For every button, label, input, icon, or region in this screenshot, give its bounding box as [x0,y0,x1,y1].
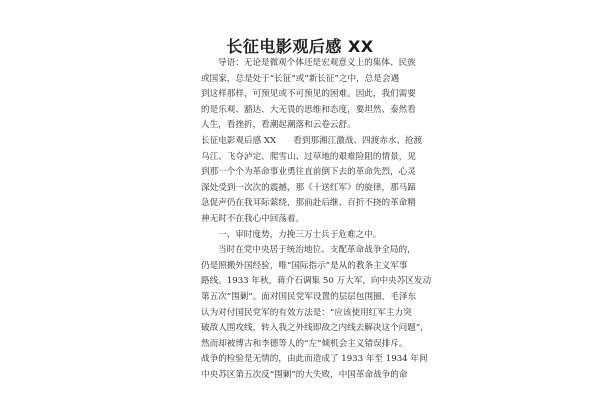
text-line: 神无时不在我心中回荡着。 [201,213,305,224]
text-line: 中央苏区第五次反“围剿”的大失败，中国革命战争的命 [201,369,408,380]
text-line: 到这样那样，可预见或不可预见的困难。因此，我们需要 [201,89,416,100]
text-line: 战争的检验是无情的，由此而造成了 1933 年至 1934 年间 [201,354,428,365]
text-line: 人生，看挫折，看潮起潮落和云卷云舒。 [201,120,356,131]
text-line: 急促声仍在我耳际萦绕，那前赴后继、百折不挠的革命精 [201,198,416,209]
text-line: 导语：无论是微观个体还是宏观意义上的集体、民族 [218,58,416,68]
text-line: 路线。1933 年秋，蒋介石调集 50 万大军，向中央苏区发动 [201,276,432,287]
text-line: 乌江、飞夺泸定、爬雪山、过草地的艰难险阻的情景，见 [201,151,416,162]
text-line: 认为对付国民党军的有效方法是：“应该使用红军主力突 [201,307,412,318]
text-line: 深处受到一次次的震撼，那《十送红军》的旋律，那马蹄 [201,182,416,193]
text-line: 或国家，总是处于“长征”或“新长征”之中，总是会遇 [201,73,400,84]
text-line: 的是乐观、豁达、大无畏的思维和态度，要坦然、泰然看 [201,104,416,115]
text-line: 仍是照搬外国经验，唯“国际指示”是从的教条主义军事 [201,260,408,271]
text-line: 一、审时度势，力挽三万士兵于危难之中。 [218,229,382,240]
text-line: 第五次“围剿”。面对国民党军设置的层层包围圈，毛泽东 [201,291,417,302]
text-line: 到那一个个为革命事业勇往直前倒下去的革命先烈，心灵 [201,167,416,178]
text-line: 长征电影观后感 XX 看到那湘江激战、四渡赤水、抢渡 [201,135,423,146]
text-line: 然而却被博古和李德等人的“左”倾机会主义错误排斥。 [201,338,408,349]
document-title: 长征电影观后感 XX [226,37,374,56]
text-line: 当时在党中央居于统治地位、支配革命战争全局的， [218,245,416,256]
text-line: 破敌人围攻线，转入我之外线即敌之内线去解决这个问题”， [201,323,429,334]
document-body [201,56,432,383]
